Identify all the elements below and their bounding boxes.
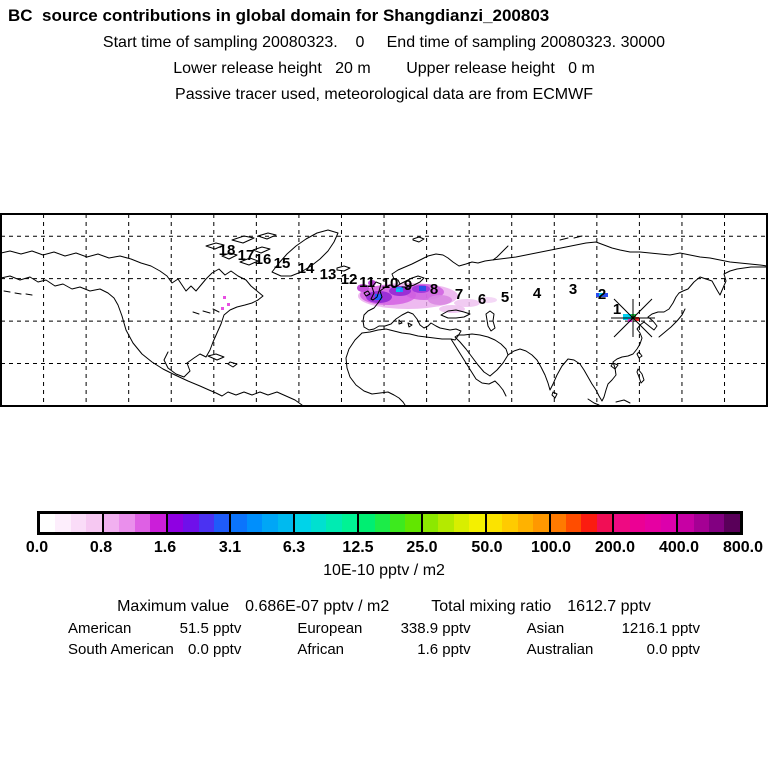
- colorbar-cell: [581, 514, 596, 532]
- colorbar-cell: [630, 514, 645, 532]
- colorbar: [37, 511, 743, 535]
- trajectory-day-label: 2: [597, 286, 607, 303]
- regional-stat: [499, 620, 728, 637]
- trajectory-day-label: 16: [254, 251, 272, 268]
- colorbar-tick: 12.5: [342, 539, 374, 556]
- regional-stat: [40, 641, 269, 658]
- colorbar-cell: [405, 514, 420, 532]
- colorbar-cell: [86, 514, 101, 532]
- colorbar-cell: [55, 514, 70, 532]
- figure-title: BC source contributions in global domain for Shangdianzi_200803: [8, 6, 550, 25]
- stat-pair: [117, 598, 389, 616]
- regional-stat: [40, 620, 269, 637]
- stat-label: Maximum value: [117, 598, 230, 615]
- colorbar-tick: 400.0: [658, 539, 700, 556]
- colorbar-cell: [168, 514, 183, 532]
- colorbar-tick: 25.0: [406, 539, 438, 556]
- trajectory-day-label: 18: [218, 242, 236, 259]
- colorbar-cell: [694, 514, 709, 532]
- colorbar-cell: [551, 514, 566, 532]
- colorbar-cell: [214, 514, 229, 532]
- colorbar-segment: [102, 514, 166, 532]
- trajectory-day-label: 10: [381, 275, 399, 292]
- colorbar-segment: [421, 514, 485, 532]
- colorbar-cell: [278, 514, 293, 532]
- stat-value: 0.686E-07 pptv / m2: [245, 598, 390, 615]
- colorbar-cell: [71, 514, 86, 532]
- colorbar-cell: [40, 514, 55, 532]
- trajectory-day-label: 4: [532, 285, 542, 302]
- region-name: African: [297, 641, 345, 658]
- colorbar-unit: 10E-10 pptv / m2: [323, 562, 445, 579]
- colorbar-cell: [502, 514, 517, 532]
- colorbar-cell: [342, 514, 357, 532]
- colorbar-cell: [104, 514, 119, 532]
- colorbar-cell: [566, 514, 581, 532]
- colorbar-cell: [375, 514, 390, 532]
- colorbar-segment: [485, 514, 549, 532]
- regional-stat: [269, 620, 498, 637]
- regional-stat: [269, 641, 498, 658]
- stat-label: Total mixing ratio: [431, 598, 552, 615]
- colorbar-tick: 6.3: [282, 539, 306, 556]
- colorbar-segment: [229, 514, 293, 532]
- lat-lon-gridlines: [1, 214, 767, 406]
- region-name: Asian: [526, 620, 565, 637]
- colorbar-tick: 100.0: [530, 539, 572, 556]
- colorbar-tick: 0.8: [89, 539, 113, 556]
- colorbar-cell: [533, 514, 548, 532]
- trajectory-day-label: 17: [237, 247, 255, 264]
- colorbar-cell: [135, 514, 150, 532]
- colorbar-cell: [678, 514, 693, 532]
- region-name: Australian: [526, 641, 594, 658]
- trajectory-day-label: 7: [454, 286, 464, 303]
- colorbar-segment: [40, 514, 102, 532]
- sampling-time-line: Start time of sampling 20080323. 0 End time of sampling 20080323. 30000: [102, 34, 666, 51]
- colorbar-cell: [262, 514, 277, 532]
- regional-stats-row-2: [40, 641, 728, 658]
- trajectory-day-label: 15: [273, 255, 291, 272]
- regional-stats-row-1: [40, 620, 728, 637]
- colorbar-tick-labels: [0, 539, 768, 557]
- colorbar-cell: [295, 514, 310, 532]
- plume-dot: [419, 286, 426, 291]
- colorbar-tick: 200.0: [594, 539, 636, 556]
- colorbar-cell: [645, 514, 660, 532]
- colorbar-cell: [199, 514, 214, 532]
- trajectory-day-label: 13: [319, 266, 337, 283]
- tracer-note-line: Passive tracer used, meteorological data are from ECMWF: [175, 86, 593, 103]
- colorbar-segment: [676, 514, 740, 532]
- trajectory-day-label: 8: [429, 281, 439, 298]
- colorbar-cell: [390, 514, 405, 532]
- region-name: American: [68, 620, 132, 637]
- colorbar-segment: [357, 514, 421, 532]
- colorbar-tick: 800.0: [722, 539, 764, 556]
- trajectory-day-label: 5: [500, 289, 510, 306]
- colorbar-cell: [119, 514, 134, 532]
- plume-dot: [227, 303, 230, 306]
- colorbar-tick: 3.1: [218, 539, 242, 556]
- colorbar-cell: [597, 514, 612, 532]
- colorbar-tick: 1.6: [153, 539, 177, 556]
- colorbar-cell: [311, 514, 326, 532]
- colorbar-tick: 0.0: [25, 539, 49, 556]
- colorbar-cell: [469, 514, 484, 532]
- stat-value: 1612.7 pptv: [567, 598, 651, 615]
- region-name: South American: [68, 641, 174, 658]
- colorbar-cell: [661, 514, 676, 532]
- region-value: 1.6 pptv: [417, 641, 471, 658]
- colorbar-tick: 50.0: [471, 539, 503, 556]
- region-value: 0.0 pptv: [646, 641, 700, 658]
- region-value: 338.9 pptv: [400, 620, 471, 637]
- plume-dot: [223, 296, 226, 299]
- trajectory-day-label: 14: [297, 260, 315, 277]
- colorbar-cell: [709, 514, 724, 532]
- colorbar-segment: [166, 514, 230, 532]
- max-and-total-line: [0, 598, 768, 616]
- trajectory-day-label: 9: [403, 277, 413, 294]
- regional-stat: [499, 641, 728, 658]
- colorbar-cell: [724, 514, 739, 532]
- trajectory-day-label: 1: [612, 301, 622, 318]
- trajectory-day-label: 3: [568, 281, 578, 298]
- region-name: European: [297, 620, 363, 637]
- region-value: 0.0 pptv: [187, 641, 242, 658]
- colorbar-cell: [359, 514, 374, 532]
- colorbar-cell: [150, 514, 165, 532]
- plume-dot: [221, 307, 224, 310]
- colorbar-cell: [454, 514, 469, 532]
- release-height-line: Lower release height 20 m Upper release height 0 m: [173, 60, 595, 77]
- region-value: 1216.1 pptv: [621, 620, 700, 637]
- colorbar-cell: [614, 514, 629, 532]
- trajectory-day-label: 12: [340, 271, 358, 288]
- colorbar-cell: [518, 514, 533, 532]
- colorbar-cell: [423, 514, 438, 532]
- colorbar-cell: [326, 514, 341, 532]
- trajectory-day-label: 6: [477, 291, 487, 308]
- colorbar-segment: [549, 514, 613, 532]
- region-value: 51.5 pptv: [179, 620, 242, 637]
- colorbar-cell: [247, 514, 262, 532]
- stat-pair: [431, 598, 651, 616]
- colorbar-segment: [612, 514, 676, 532]
- colorbar-cell: [183, 514, 198, 532]
- colorbar-cell: [487, 514, 502, 532]
- colorbar-segment: [293, 514, 357, 532]
- colorbar-cell: [231, 514, 246, 532]
- colorbar-cell: [438, 514, 453, 532]
- trajectory-day-label: 11: [359, 274, 375, 291]
